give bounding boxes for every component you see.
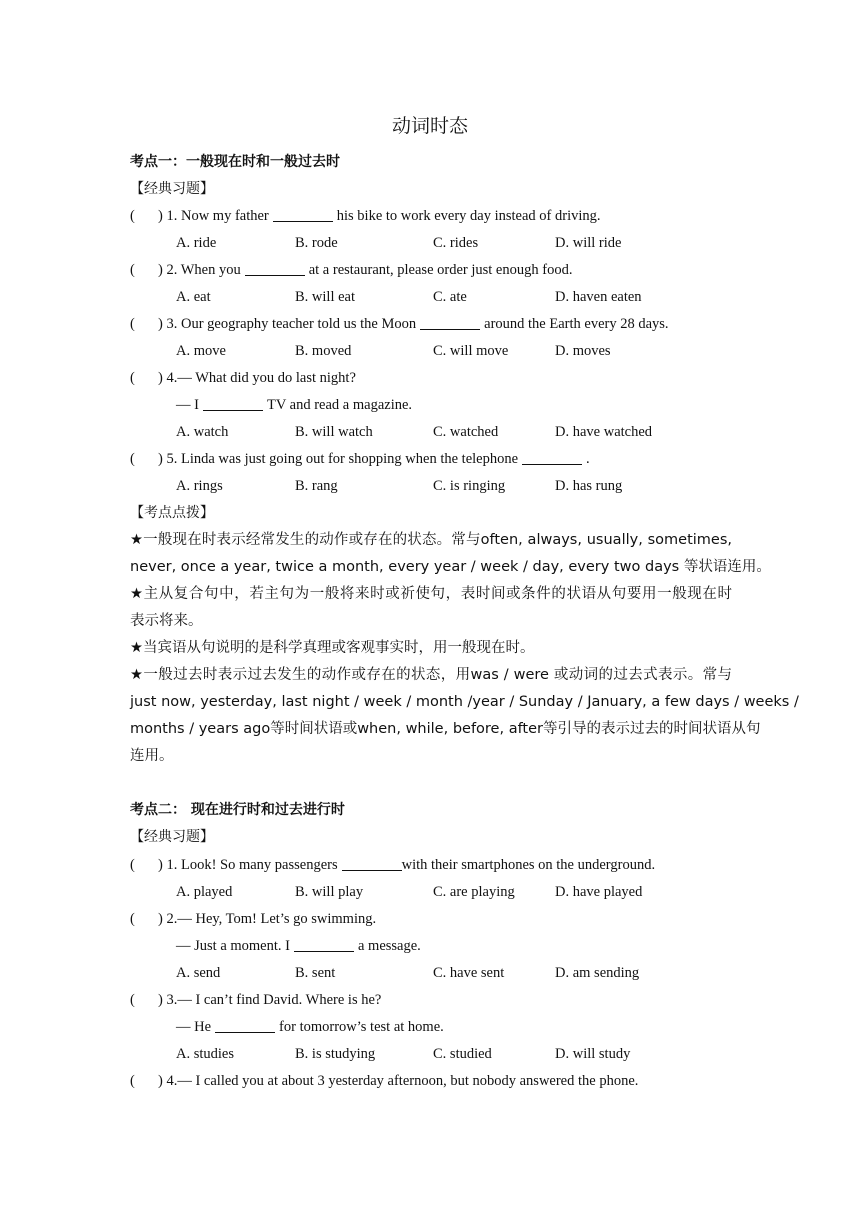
option-c: C. will move: [433, 343, 509, 359]
tip-paragraph-2: [130, 581, 732, 635]
s2-q3-response: [176, 1014, 732, 1041]
answer-bracket[interactable]: (: [130, 262, 135, 278]
option-c: C. are playing: [433, 884, 515, 900]
question-text: 2.— Hey, Tom! Let’s go swimming.: [166, 911, 377, 927]
option-d: D. have played: [555, 884, 643, 900]
question-text: 1. Look! So many passengers: [166, 857, 338, 873]
tip-line: never, once a year, twice a month, every year / week / day, every two days 等状语连用。: [130, 559, 771, 575]
question-text: 4.— What did you do last night?: [166, 370, 356, 386]
tip-line: ★主从复合句中，若主句为一般将来时或祈使句，表时间或条件的状语从句要用一般现在时: [130, 586, 732, 602]
tip-paragraph-4: [130, 662, 799, 770]
s2-question-1: ( ) 1. Look! So many passengers with their smartphones on the underground.: [130, 852, 732, 879]
option-d: D. has rung: [555, 478, 623, 494]
tip-line: 表示将来。: [130, 613, 203, 629]
answer-blank: [215, 1018, 275, 1033]
option-d: D. will ride: [555, 235, 622, 251]
answer-bracket[interactable]: (: [130, 370, 135, 386]
tip-line: months / years ago等时间状语或when, while, before, after等引导的表示过去的时间状语从句: [130, 721, 761, 737]
option-c: C. ate: [433, 289, 467, 305]
answer-bracket[interactable]: (: [130, 992, 135, 1008]
option-b: B. will eat: [295, 289, 356, 305]
tip-line: ★一般过去时表示过去发生的动作或存在的状态，用was / were 或动词的过去式表示。常与: [130, 667, 732, 683]
tip-paragraph-1: [130, 527, 771, 581]
option-a: A. rings: [176, 478, 223, 494]
s2-q2-response: [176, 933, 732, 960]
question-text-tail: around the Earth every 28 days.: [484, 316, 669, 332]
question-text: 5. Linda was just going out for shopping when the telephone: [166, 451, 519, 467]
option-d: D. have watched: [555, 424, 653, 440]
section1-heading: 考点一：一般现在时和一般过去时: [130, 154, 340, 170]
answer-bracket[interactable]: (: [130, 208, 135, 224]
option-d: D. am sending: [555, 965, 640, 981]
question-text-tail: with their smartphones on the underground.: [401, 857, 656, 873]
question-text: — He: [176, 1019, 212, 1035]
option-c: C. is ringing: [433, 478, 506, 494]
question-text-tail: for tomorrow’s test at home.: [279, 1019, 444, 1035]
option-c: C. rides: [433, 235, 479, 251]
page-title: 动词时态: [391, 115, 468, 137]
s2-question-4: ( ) 4.— I called you at about 3 yesterday afternoon, but nobody answered the phone.: [130, 1068, 732, 1095]
s1-question-2: ( ) 2. When you at a restaurant, please order just enough food.: [130, 257, 732, 284]
option-c: C. watched: [433, 424, 499, 440]
option-b: B. rang: [295, 478, 338, 494]
tip-line: ★一般现在时表示经常发生的动作或存在的状态。常与often, always, usually, sometimes,: [130, 532, 732, 548]
question-text-tail: his bike to work every day instead of driving.: [336, 208, 601, 224]
question-text: 1. Now my father: [166, 208, 269, 224]
option-a: A. send: [176, 965, 221, 981]
question-text: — Just a moment. I: [176, 938, 290, 954]
option-a: A. ride: [176, 235, 217, 251]
option-c: C. have sent: [433, 965, 505, 981]
question-text-tail: TV and read a magazine.: [266, 397, 413, 413]
question-text-tail: a message.: [357, 938, 421, 954]
answer-blank: [294, 937, 354, 952]
s1-q4-response: [176, 392, 732, 419]
answer-bracket[interactable]: (: [130, 451, 135, 467]
section2-exercises-label: 【经典习题】: [130, 829, 214, 845]
option-d: D. will study: [555, 1046, 631, 1062]
answer-bracket[interactable]: (: [130, 1073, 135, 1089]
tip-line: just now, yesterday, last night / week / month /year / Sunday / January, a few days / weeks /: [130, 694, 799, 710]
question-text: 3. Our geography teacher told us the Moon: [166, 316, 417, 332]
option-a: A. studies: [176, 1046, 234, 1062]
tip-line: 连用。: [130, 748, 174, 764]
tip-paragraph-3: [130, 635, 732, 662]
answer-blank: [245, 261, 305, 276]
answer-bracket[interactable]: (: [130, 857, 135, 873]
option-b: B. is studying: [295, 1046, 376, 1062]
tip-line: ★当宾语从句说明的是科学真理或客观事实时，用一般现在时。: [130, 640, 535, 656]
s2-question-3: ( ) 3.— I can’t find David. Where is he?: [130, 987, 732, 1014]
tips-label: 【考点点拨】: [130, 505, 214, 521]
answer-blank: [420, 315, 480, 330]
s1-question-4: ( ) 4.— What did you do last night?: [130, 365, 732, 392]
s1-question-1: ( ) 1. Now my father his bike to work every day instead of driving.: [130, 203, 732, 230]
option-b: B. moved: [295, 343, 352, 359]
option-b: B. will play: [295, 884, 364, 900]
answer-bracket[interactable]: (: [130, 316, 135, 332]
question-text: — I: [176, 397, 199, 413]
section2-heading: 考点二： 现在进行时和过去进行时: [130, 802, 345, 818]
option-a: A. watch: [176, 424, 229, 440]
option-b: B. will watch: [295, 424, 373, 440]
question-text: 3.— I can’t find David. Where is he?: [166, 992, 382, 1008]
answer-bracket[interactable]: (: [130, 911, 135, 927]
answer-blank: [273, 207, 333, 222]
option-a: A. played: [176, 884, 233, 900]
answer-blank: [342, 856, 402, 871]
question-text: 4.— I called you at about 3 yesterday afternoon, but nobody answered the phone.: [166, 1073, 639, 1089]
answer-blank: [203, 396, 263, 411]
question-text-tail: .: [586, 451, 590, 467]
answer-blank: [522, 450, 582, 465]
option-b: B. rode: [295, 235, 338, 251]
option-a: A. move: [176, 343, 226, 359]
option-d: D. haven eaten: [555, 289, 642, 305]
s2-question-2: ( ) 2.— Hey, Tom! Let’s go swimming.: [130, 906, 732, 933]
question-text-tail: at a restaurant, please order just enough food.: [308, 262, 573, 278]
option-c: C. studied: [433, 1046, 492, 1062]
option-a: A. eat: [176, 289, 211, 305]
s1-question-3: ( ) 3. Our geography teacher told us the Moon around the Earth every 28 days.: [130, 311, 732, 338]
section1-exercises-label: 【经典习题】: [130, 181, 214, 197]
option-b: B. sent: [295, 965, 336, 981]
s1-question-5: ( ) 5. Linda was just going out for shopping when the telephone .: [130, 446, 732, 473]
question-text: 2. When you: [166, 262, 241, 278]
option-d: D. moves: [555, 343, 611, 359]
